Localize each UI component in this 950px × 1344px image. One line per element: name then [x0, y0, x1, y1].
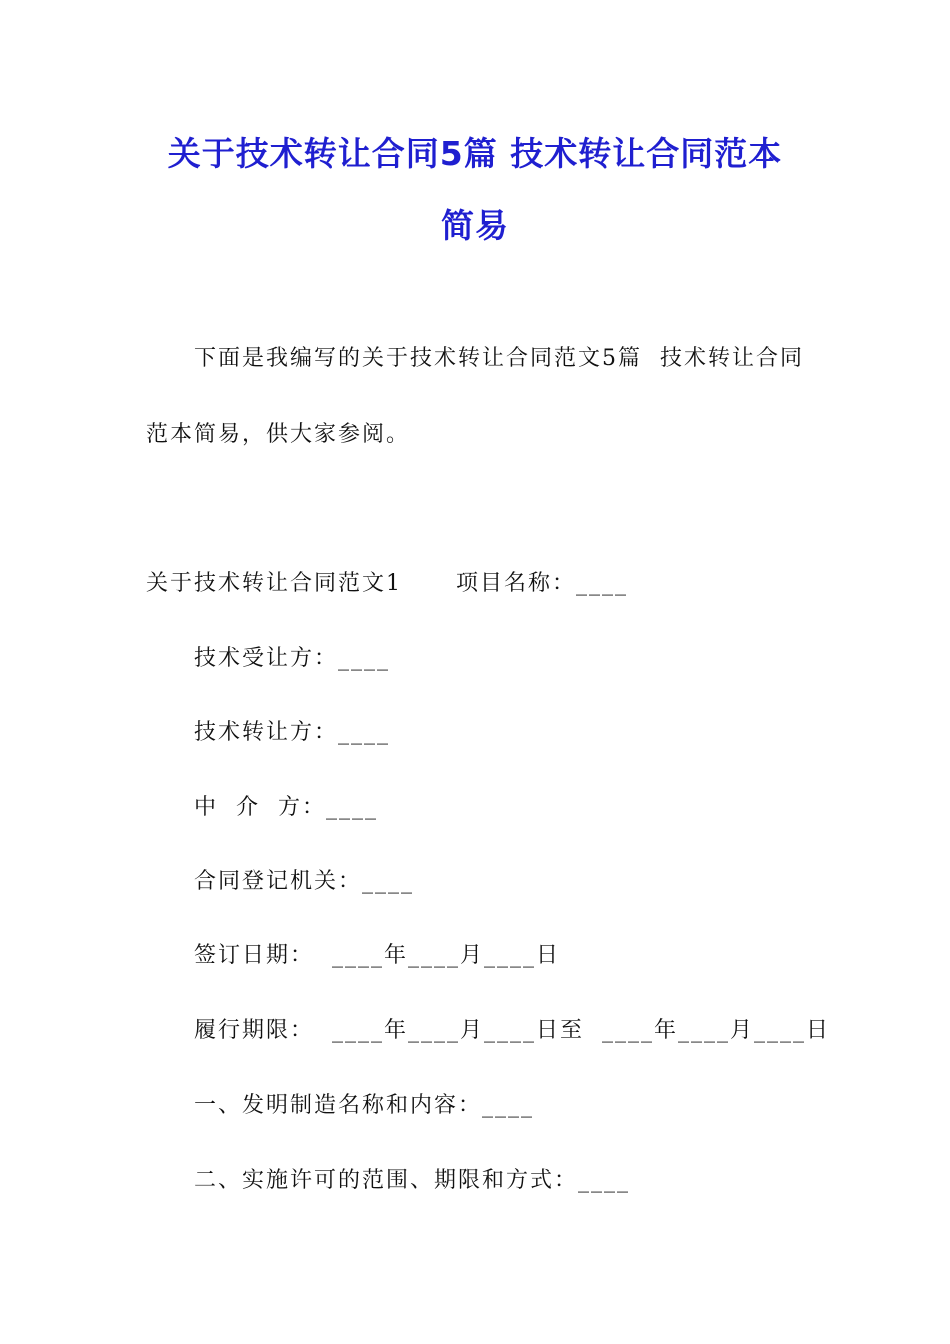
- field-intermediary: 中 介 方：____: [194, 795, 378, 820]
- clause-invention-name-content: 一、发明制造名称和内容：____: [194, 1093, 535, 1118]
- field-signing-date: 签订日期： ____年____月____日: [194, 943, 560, 968]
- contract-heading-line: 关于技术转让合同范文1 项目名称：____: [146, 571, 628, 596]
- field-transferee: 技术受让方：____: [194, 646, 391, 671]
- document-title-line-2: 简易: [441, 206, 509, 245]
- clause-license-scope: 二、实施许可的范围、期限和方式：____: [194, 1168, 631, 1193]
- intro-paragraph-line-2: 范本简易，供大家参阅。: [146, 422, 411, 447]
- field-transferor: 技术转让方：____: [194, 720, 391, 745]
- document-title-line-1: 关于技术转让合同5篇 技术转让合同范本: [167, 134, 783, 173]
- intro-paragraph-line-1: 下面是我编写的关于技术转让合同范文5篇 技术转让合同: [194, 346, 804, 371]
- field-performance-period: 履行期限： ____年____月____日至 ____年____月____日: [194, 1018, 830, 1043]
- field-registration-authority: 合同登记机关：____: [194, 869, 415, 894]
